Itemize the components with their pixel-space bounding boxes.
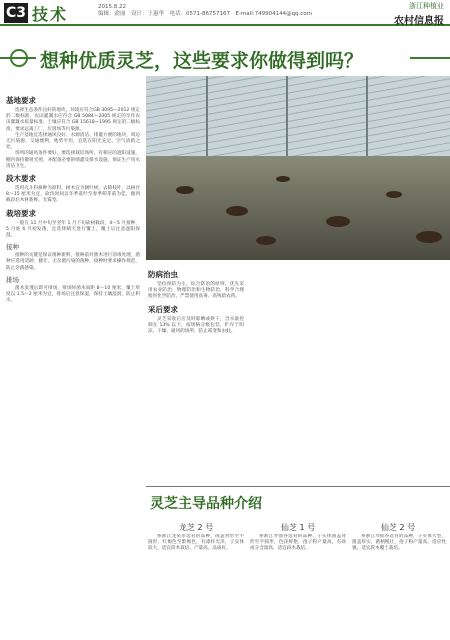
lingzhi-cap bbox=[416, 231, 442, 243]
variety-name: 仙芝 2 号 bbox=[380, 523, 416, 532]
greenhouse-roof bbox=[146, 76, 450, 156]
wood-paragraph-1: 选用壳斗科树种为原料，树木宜为阔叶树，去除枝叶，以树径 8～15 厘米为宜，砍伐时间以冬季落叶至春季萌芽前为佳，做到截段后木材新鲜、无霉变。 bbox=[6, 186, 140, 204]
section-title-base: 基地要求 bbox=[6, 96, 36, 105]
variety-1-text bbox=[148, 534, 244, 634]
headline-bar bbox=[0, 44, 450, 72]
variety-desc: 系浙江寿仙谷选育的品种，子实体大型，菌盖厚实，菌柄粗壮，孢子粉产量高，适应性强，适宜段木覆土栽培。 bbox=[352, 534, 446, 552]
section-title-harvest: 采后要求 bbox=[148, 304, 178, 314]
variety-2-text bbox=[250, 534, 346, 634]
left-column bbox=[6, 92, 140, 632]
section-name: 技术 bbox=[32, 5, 69, 24]
issue-date: 2015.8.22 bbox=[98, 4, 126, 10]
variety-desc: 系浙江寿仙谷选育的品种，子实体菌盖肾形至半圆形，色泽鲜艳，孢子粉产量高，有效成分含量高，适宜段木栽培。 bbox=[250, 534, 346, 552]
page-headline: 想种优质灵芝，这些要求你做得到吗？ bbox=[40, 50, 364, 72]
intro-title: 灵芝主导品种介绍 bbox=[150, 496, 262, 512]
cultivation-paragraph-1: 一般在 11 月中旬至翌年 1 月下旬砍树截段，4～5 月接种，5 月底 6 月初发菌，宜选择晴天进行覆土，覆土后注意遮阳保湿。 bbox=[6, 220, 140, 239]
lingzhi-cap bbox=[276, 176, 290, 182]
base-paragraph-1: 选择生态条件良好的地块，环境应符合GB 3095—2012 规定的二级标准，农田灌溉水应符合 GB 5084—2005 规定的旱作农田灌溉水质量标准，土壤应符合 GB 15618—1995 规定的二级标准，要求远离工厂、垃圾场等污染源。 bbox=[6, 108, 140, 132]
section-title-cultivation: 栽培要求 bbox=[6, 208, 36, 218]
lingzhi-cap bbox=[226, 206, 248, 216]
cultivation-paragraph-3: 菌木发透后即可排场，排场时菌木间距 8～10 厘米，覆土厚度以 1.5～2 厘米为宜，排场后注意保湿，保持土壤湿润，防止积水。 bbox=[6, 285, 140, 304]
middle-column bbox=[250, 266, 346, 486]
lingzhi-greenhouse-photo bbox=[146, 76, 450, 260]
pest-column bbox=[148, 266, 244, 486]
variety-name: 龙芝 2 号 bbox=[178, 523, 214, 532]
lingzhi-cap bbox=[326, 216, 350, 227]
lingzhi-cap bbox=[256, 236, 276, 245]
subhead-inoculation: 接种 bbox=[6, 243, 19, 252]
harvest-paragraph-1: 灵芝采收后应及时晾晒或烘干，含水量控制在 13% 以下，按规格分级包装，贮存于阴凉、干燥、通风的场所，防止霉变和虫蛀。 bbox=[148, 316, 244, 335]
base-paragraph-3: 场所的通风条件要好，要选择栽培场所，有相应的遮阳设施，棚内保持散射光照，并配备必要的喷灌及排水设施，保证生产用水清洁卫生。 bbox=[6, 151, 140, 169]
section-code: C3 bbox=[5, 5, 26, 21]
variety-name: 仙芝 1 号 bbox=[280, 523, 316, 532]
pest-paragraph-1: 坚持预防为主、综合防治的原则，优先采用农业防治、物理防治和生物防治，科学合理使用化学防治，严禁使用高毒、高残留农药。 bbox=[148, 282, 244, 300]
subhead-arrangement: 排场 bbox=[6, 275, 19, 284]
base-paragraph-2: 生产基地宜选择通风良好、水源清洁、排灌方便的地块，周边无污染源，交通便利，地势平坦，宜选在阳光充足、空气清新之处。 bbox=[6, 132, 140, 151]
greenhouse-frame bbox=[286, 76, 288, 158]
brand-name: 农村信息报 bbox=[394, 16, 444, 27]
headline-circle-deco bbox=[10, 49, 28, 67]
section-title-pest: 防病治虫 bbox=[148, 270, 178, 279]
cultivation-bed bbox=[146, 156, 450, 260]
editor-line: 编辑：俞丽 设计：王惠华 电话：0571-86757167 E-mail:749904144@qq.com bbox=[98, 11, 313, 17]
cultivation-paragraph-2: 接种的关键是保证菌种新鲜，接种前对菌木进行消毒处理，菌种应选用适龄、健壮、无杂菌污染的菌种，接种时要求操作规范，防止杂菌感染。 bbox=[6, 253, 140, 271]
section-title-wood: 段木要求 bbox=[6, 174, 36, 184]
masthead bbox=[394, 1, 444, 27]
variety-3-text bbox=[352, 534, 446, 634]
right-column bbox=[352, 266, 446, 486]
section-divider bbox=[146, 486, 450, 487]
page-header bbox=[0, 0, 450, 26]
issue-meta bbox=[98, 4, 312, 18]
greenhouse-frame bbox=[206, 76, 208, 158]
headline-rule-right bbox=[410, 57, 450, 59]
greenhouse-frame bbox=[366, 76, 368, 158]
lingzhi-cap bbox=[176, 186, 194, 194]
column-name: 浙江种植业 bbox=[409, 2, 444, 10]
lingzhi-cap bbox=[386, 191, 402, 198]
variety-desc: 系浙江龙泉市选育的品种，菌盖肾形至半圆形，红褐色至紫褐色，有漆样光泽，子实体较大，适宜段木栽培，产量高，品质好。 bbox=[148, 534, 244, 552]
